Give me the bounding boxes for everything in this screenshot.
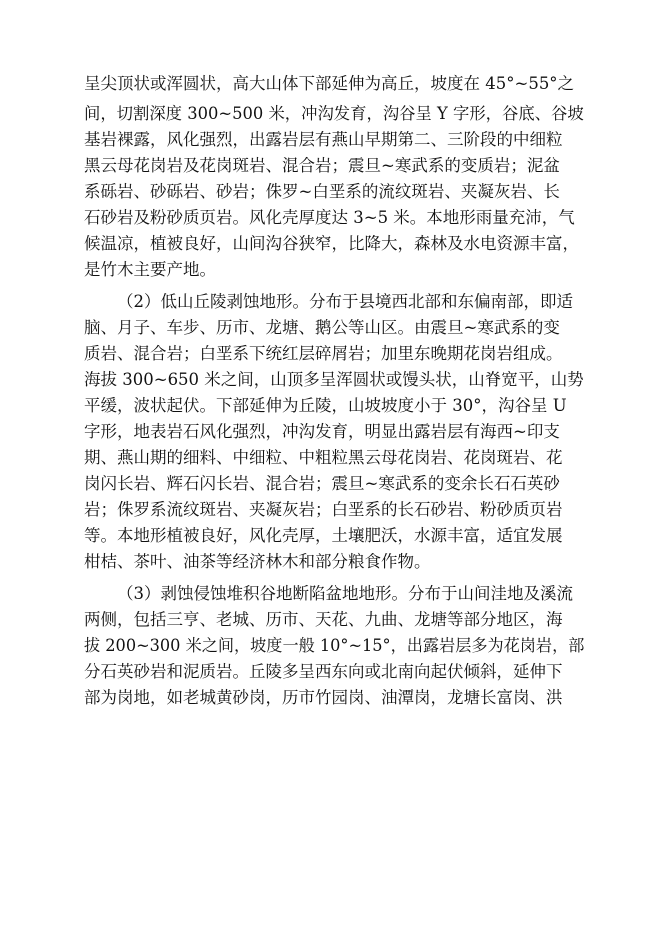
text-line: 基岩裸露，风化强烈，出露岩层有燕山早期第二、三阶段的中细粒	[84, 130, 563, 149]
text-line: 系砾岩、砂砾岩、砂岩；侏罗~白垩系的流纹斑岩、夹凝灰岩、长	[84, 182, 560, 201]
text-line: 分石英砂岩和泥质岩。丘陵多呈西东向或北南向起伏倾斜，延伸下	[84, 662, 563, 681]
text-line: 字形，地表岩石风化强烈，冲沟发育，明显出露岩层有海西~印支	[84, 422, 560, 441]
text-line: 黑云母花岗岩及花岗斑岩、混合岩；震旦~寒武系的变质岩；泥盆	[84, 156, 560, 175]
text-line: 呈尖顶状或浑圆状，高大山体下部延伸为高丘，坡度在 45°~55°之	[84, 74, 575, 93]
paragraph-first-line: （2）低山丘陵剥蚀地形。分布于县境西北部和东偏南部，即适	[117, 292, 573, 311]
text-line: 质岩、混合岩；白垩系下统红层碎屑岩；加里东晚期花岗岩组成。	[84, 344, 563, 363]
paragraph-first-line: （3）剥蚀侵蚀堆积谷地断陷盆地地形。分布于山间洼地及溪流	[117, 584, 573, 603]
text-line: 间，切割深度 300~500 米，冲沟发育，沟谷呈 Y 字形，谷底、谷坡	[84, 104, 584, 123]
text-line: 石砂岩及粉砂质页岩。风化壳厚度达 3~5 米。本地形雨量充沛，气	[84, 208, 575, 227]
text-line: 脑、月子、车步、历市、龙塘、鹅公等山区。由震旦~寒武系的变	[84, 318, 560, 337]
text-line: 候温凉，植被良好，山间沟谷狭窄，比降大，森林及水电资源丰富，	[84, 234, 579, 253]
text-line: 柑桔、茶叶、油茶等经济林木和部分粮食作物。	[84, 552, 431, 571]
text-line: 拔 200~300 米之间，坡度一般 10°~15°，出露岩层多为花岗岩，部	[84, 636, 585, 655]
text-line: 期、燕山期的细料、中细粒、中粗粒黑云母花岗岩、花岗斑岩、花	[84, 448, 563, 467]
text-line: 是竹木主要产地。	[84, 260, 216, 279]
text-line: 部为岗地，如老城黄砂岗，历市竹园岗、油潭岗，龙塘长富岗、洪	[84, 688, 563, 707]
text-line: 海拔 300~650 米之间，山顶多呈浑圆状或馒头状，山脊宽平，山势	[84, 370, 584, 389]
text-line: 等。本地形植被良好，风化壳厚，土壤肥沃，水源丰富，适宜发展	[84, 526, 563, 545]
text-line: 两侧，包括三亨、老城、历市、天花、九曲、龙塘等部分地区，海	[84, 610, 563, 629]
text-line: 岩；侏罗系流纹斑岩、夹凝灰岩；白垩系的长石砂岩、粉砂质页岩	[84, 500, 563, 519]
text-line: 岗闪长岩、辉石闪长岩、混合岩；震旦~寒武系的变余长石石英砂	[84, 474, 560, 493]
text-line: 平缓，波状起伏。下部延伸为丘陵，山坡坡度小于 30°，沟谷呈 U	[84, 396, 567, 415]
